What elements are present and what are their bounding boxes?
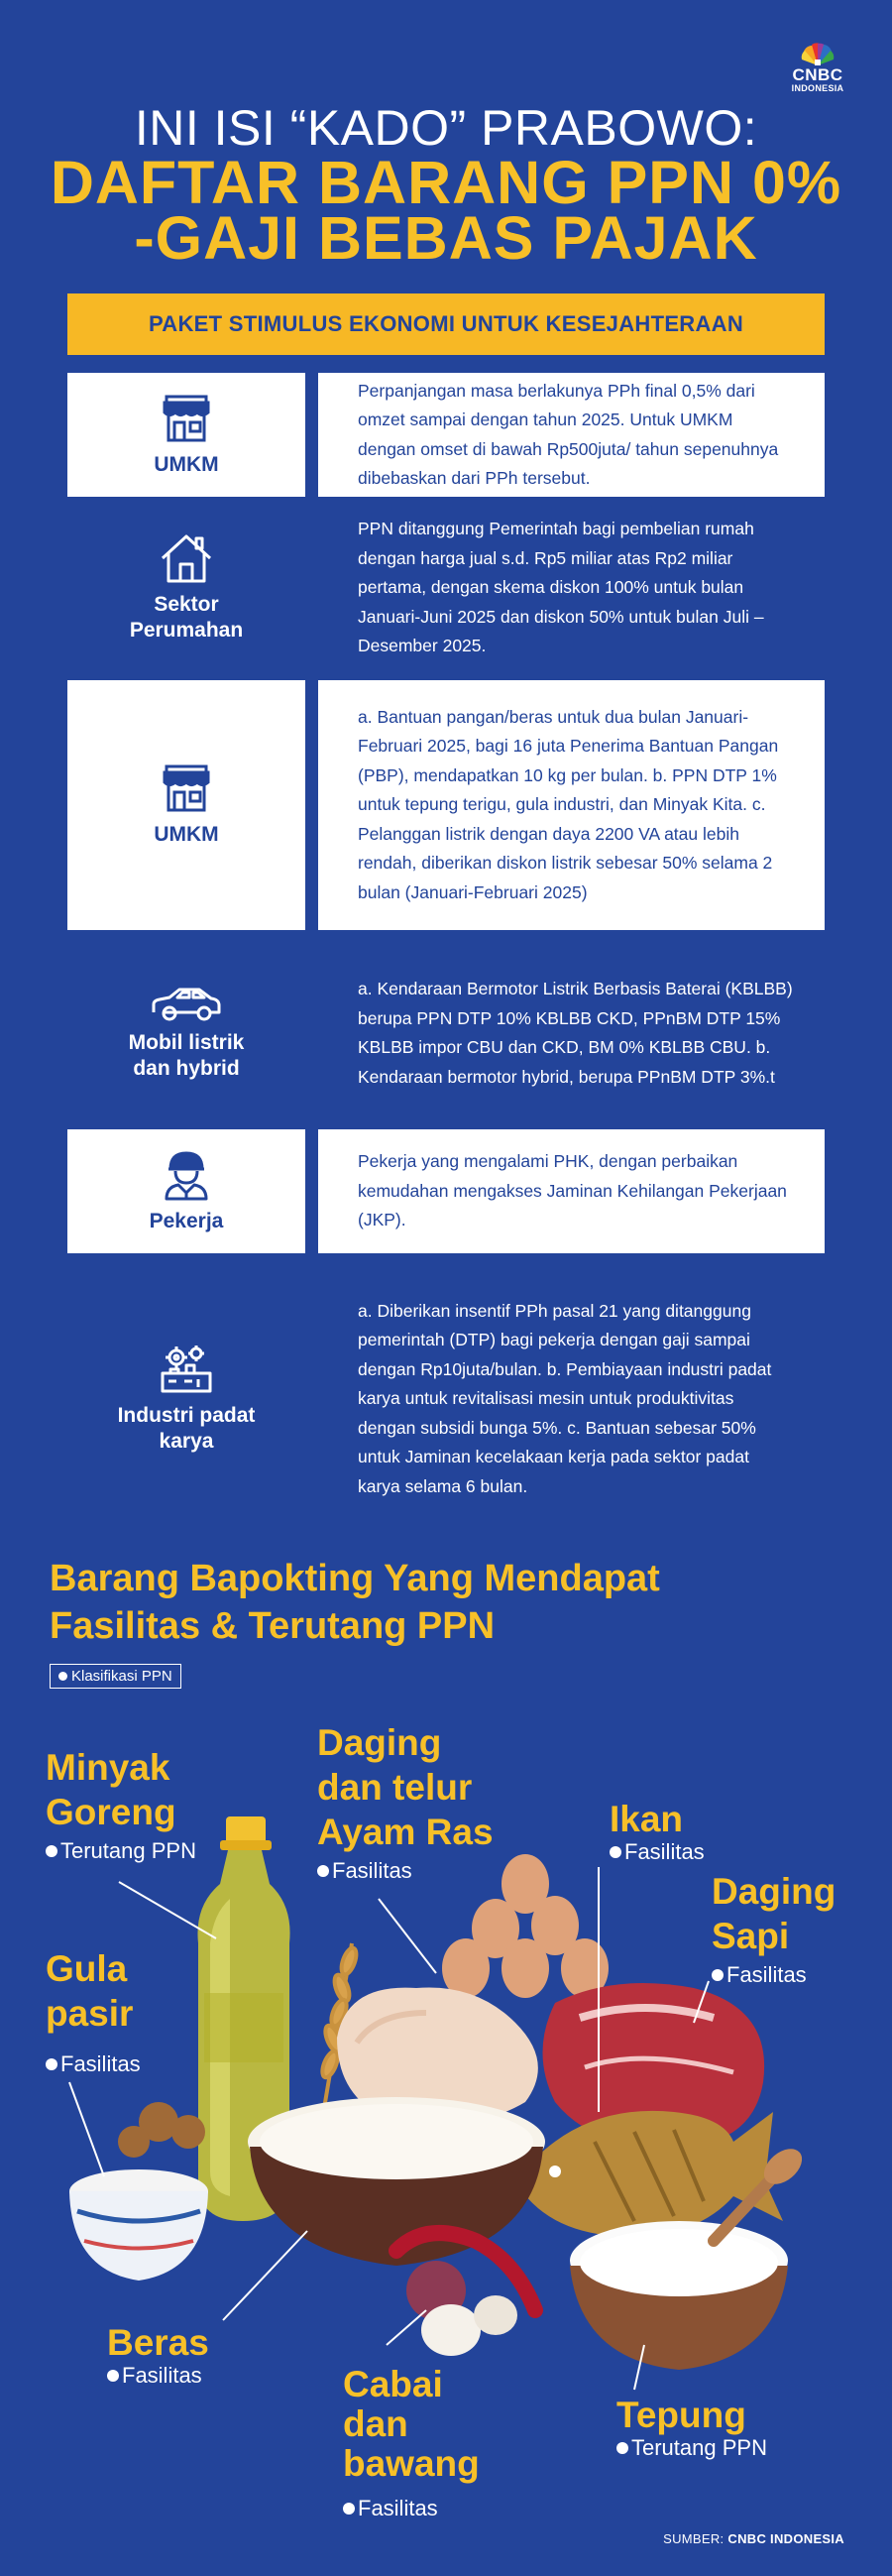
brand-sub: INDONESIA	[791, 83, 844, 93]
product-label-tepung	[616, 2393, 767, 2461]
car-icon	[150, 985, 223, 1022]
product-name-line: Daging	[712, 1871, 836, 1912]
source-value: CNBC INDONESIA	[727, 2531, 844, 2546]
stimulus-banner: PAKET STIMULUS EKONOMI UNTUK KESEJAHTERAAN	[67, 293, 825, 355]
product-label-cabai	[343, 2365, 480, 2521]
product-class-text: Fasilitas	[332, 1858, 412, 1883]
product-class-text: Fasilitas	[726, 1962, 807, 1987]
product-name-line: Gula	[46, 1948, 128, 1989]
product-name	[343, 2365, 480, 2484]
product-class	[712, 1962, 836, 1988]
product-class	[610, 1839, 705, 1865]
row-label: UMKM	[154, 823, 219, 846]
bullet-icon	[46, 2058, 57, 2070]
legend-text: Klasifikasi PPN	[71, 1668, 172, 1685]
product-label-daging-sapi	[712, 1869, 836, 1988]
row-text: a. Bantuan pangan/beras untuk dua bulan Januari-Februari 2025, bagi 16 juta Penerima Bantuan Pangan (PBP), mendapatkan 10 kg per bulan. b. PPN DTP 1% untuk tepung terigu, gula industri, dan Minyak Kita. c. Pelanggan listrik dengan daya 2200 VA atau lebih rendah, diberikan diskon listrik sebesar 50% selama 2 bulan (Januari-Februari 2025)	[318, 680, 825, 930]
product-name-line: Goreng	[46, 1792, 176, 1832]
row-text: a. Diberikan insentif PPh pasal 21 yang ditanggung pemerintah (DTP) bagi pekerja dengan gaji sampai dengan Rp10juta/bulan. b. Pembiayaan industri padat karya untuk revitalisasi mesin untuk produktivitas dengan subsidi bunga 5%. c. Bantuan sebesar 50% untuk Jaminan kecelakaan kerja pada sektor padat karya selama 6 bulan.	[358, 1300, 772, 1496]
section2-title-line2: Fasilitas & Terutang PPN	[50, 1605, 496, 1647]
product-name	[616, 2393, 767, 2437]
product-label-gula	[46, 1946, 141, 2077]
product-name	[46, 1745, 196, 1834]
product-class-text: Fasilitas	[624, 1839, 705, 1864]
row-label: Sektor Perumahan	[129, 593, 244, 642]
house-icon	[159, 532, 214, 584]
row-icon-box	[67, 1267, 305, 1531]
row-text: a. Kendaraan Bermotor Listrik Berbasis Baterai (KBLBB) berupa PPN DTP 10% KBLBB CKD, PPnBM DTP 15% KBLBB impor CBU dan CKD, BM 0% KBLBB CBU. b. Kendaraan bermotor hybrid, berupa PPnBM DTP 3%.t	[358, 979, 793, 1087]
row-text: Pekerja yang mengalami PHK, dengan perbaikan kemudahan mengakses Jaminan Kehilangan Pekerjaan (JKP).	[318, 1129, 825, 1253]
product-label-beras	[107, 2320, 209, 2389]
row-icon-box	[67, 509, 305, 667]
product-class-text: Fasilitas	[60, 2051, 141, 2076]
product-name	[712, 1869, 836, 1958]
product-name	[46, 1946, 141, 2036]
product-name	[610, 1797, 705, 1841]
product-class-text: Terutang PPN	[60, 1838, 196, 1863]
section2-title-line1: Barang Bapokting Yang Mendapat	[50, 1558, 660, 1599]
product-name-line: Tepung	[616, 2395, 746, 2435]
title-main-line2: -GAJI BEBAS PAJAK	[134, 204, 758, 272]
product-class	[616, 2435, 767, 2461]
title-top: INI ISI “KADO” PRABOWO:	[134, 100, 758, 156]
industry-icon	[157, 1344, 216, 1395]
product-name-line: dan telur	[317, 1767, 473, 1808]
product-name	[107, 2320, 209, 2365]
product-label-minyak	[46, 1745, 196, 1864]
row-label: UMKM	[154, 452, 219, 476]
product-class	[317, 1858, 494, 1884]
bullet-icon	[317, 1865, 329, 1877]
row-icon-box	[67, 1129, 305, 1253]
store-icon	[161, 393, 212, 444]
product-class-text: Fasilitas	[122, 2363, 202, 2388]
row-icon-box	[67, 373, 305, 497]
row-label: Industri padat karya	[117, 1404, 256, 1453]
stimulus-row-mobil	[67, 945, 825, 1121]
source-credit	[663, 2531, 844, 2546]
product-class	[46, 2051, 141, 2077]
sugar-bowl-drawing	[69, 2169, 208, 2281]
product-name-line: Ayam Ras	[317, 1812, 494, 1852]
walnut-drawing	[118, 2102, 205, 2158]
bullet-icon	[107, 2370, 119, 2382]
product-name-line: Cabai	[343, 2364, 443, 2404]
product-name	[317, 1720, 494, 1854]
title-main-line1: DAFTAR BARANG PPN 0%	[50, 149, 842, 216]
bullet-icon	[610, 1846, 621, 1858]
row-text: Perpanjangan masa berlakunya PPh final 0,5% dari omzet sampai dengan tahun 2025. Untuk UMKM dengan omset di bawah Rp500juta/ tahun sepenuhnya dibebaskan dari PPh tersebut.	[318, 373, 825, 497]
store-icon	[161, 762, 212, 814]
row-text: PPN ditanggung Pemerintah bagi pembelian rumah dengan harga jual s.d. Rp5 miliar atas Rp2 miliar pertama, dengan skema diskon 100% untuk bulan Januari-Juni 2025 dan diskon 50% untuk bulan Juli – Desember 2025.	[358, 519, 764, 656]
row-label: Pekerja	[149, 1209, 224, 1232]
product-class	[343, 2496, 480, 2521]
product-name-line: bawang	[343, 2443, 480, 2484]
product-class-text: Terutang PPN	[631, 2435, 767, 2460]
stimulus-row-umkm-1	[67, 373, 825, 497]
stimulus-row-pekerja	[67, 1129, 825, 1253]
product-name-line: Sapi	[712, 1916, 790, 1956]
source-label: SUMBER:	[663, 2531, 725, 2546]
brand-name: CNBC	[792, 65, 843, 84]
bullet-icon	[343, 2503, 355, 2515]
stimulus-row-perumahan	[67, 509, 825, 667]
peacock-icon	[798, 42, 837, 67]
stimulus-row-industri	[67, 1267, 825, 1531]
row-label: Mobil listrik dan hybrid	[128, 1031, 245, 1080]
cnbc-logo	[783, 42, 852, 93]
product-class	[107, 2363, 209, 2389]
product-name-line: dan	[343, 2403, 408, 2444]
bullet-icon	[712, 1969, 724, 1981]
section2-title	[50, 1555, 660, 1650]
bullet-icon	[46, 1845, 57, 1857]
row-icon-box	[67, 945, 305, 1121]
worker-icon	[163, 1149, 210, 1201]
bullet-icon	[616, 2442, 628, 2454]
product-name-line: Beras	[107, 2322, 209, 2363]
row-icon-box	[67, 680, 305, 930]
product-label-ikan	[610, 1797, 705, 1865]
product-name-line: Ikan	[610, 1799, 684, 1839]
product-name-line: Minyak	[46, 1747, 170, 1788]
stimulus-row-umkm-2	[67, 680, 825, 930]
product-label-daging-ayam	[317, 1720, 494, 1884]
legend-dot-icon	[58, 1672, 67, 1681]
product-class-text: Fasilitas	[358, 2496, 438, 2520]
product-class	[46, 1838, 196, 1864]
product-name-line: pasir	[46, 1993, 134, 2034]
product-name-line: Daging	[317, 1722, 442, 1763]
